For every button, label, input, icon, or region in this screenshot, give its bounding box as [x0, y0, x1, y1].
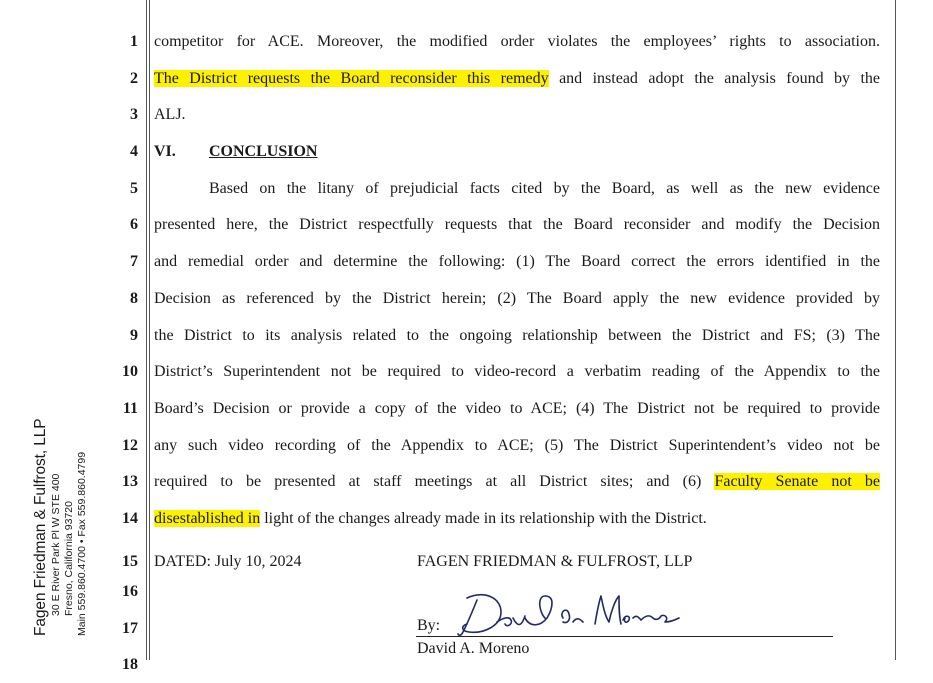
line-number: 6: [130, 216, 138, 233]
line-text: competitor for ACE. Moreover, the modified order violates the employees’ rights to association.: [154, 33, 880, 50]
line-text-rest: and instead adopt the analysis found by the: [548, 70, 881, 87]
line-text-start: required to be presented at staff meetings at all District sites; and (6): [154, 473, 715, 490]
line-number: 8: [130, 290, 138, 307]
line-number: 3: [130, 106, 138, 123]
firm-margin-name: Fagen Friedman & Fulfrost, LLP: [32, 418, 49, 636]
line-number: 2: [130, 70, 138, 87]
pleading-line-1: [0, 24, 933, 60]
line-text: Based on the litany of prejudicial facts cited by the Board, as well as the new evidence: [209, 180, 880, 197]
line-number: 12: [122, 437, 138, 454]
firm-margin-phone: Main 559.860.4700 • Fax 559.860.4799: [76, 451, 88, 636]
pleading-line-3: [0, 97, 933, 133]
line-text: any such video recording of the Appendix to ACE; (5) The District Superintendent’s video not be: [154, 437, 880, 454]
pleading-line-9: [0, 318, 933, 354]
pleading-line-14: [0, 501, 933, 537]
line-number: 9: [130, 327, 138, 344]
pleading-line-6: [0, 207, 933, 243]
line-text-rest: light of the changes already made in its relationship with the District.: [260, 510, 707, 527]
section-number: VI.: [154, 143, 176, 160]
pleading-line-10: [0, 354, 933, 390]
line-text: District’s Superintendent not be required to video-record a verbatim reading of the Appendix to the: [154, 363, 880, 380]
highlighted-text: Faculty Senate not be: [714, 473, 881, 490]
line-number: 18: [122, 656, 138, 673]
pleading-line-12: [0, 428, 933, 464]
section-title: CONCLUSION: [209, 143, 318, 160]
pleading-line-5: [0, 171, 933, 207]
line-number: 5: [130, 180, 138, 197]
highlighted-text: disestablished in: [154, 510, 261, 527]
line-number: 7: [130, 253, 138, 270]
line-number: 11: [122, 400, 138, 417]
line-text: [154, 473, 880, 491]
pleading-line-4: [0, 134, 933, 170]
line-number: 17: [122, 620, 138, 637]
line-number: 4: [130, 143, 138, 160]
pleading-line-11: [0, 391, 933, 427]
line-text: the District to its analysis related to the ongoing relationship between the District and FS; (3) The: [154, 327, 880, 344]
line-text: and remedial order and determine the following: (1) The Board correct the errors identified in the: [154, 253, 880, 270]
firm-margin-city: Fresno, California 93720: [63, 501, 75, 616]
line-number: 14: [122, 510, 138, 527]
line-number: 1: [130, 33, 138, 50]
pleading-line-7: [0, 244, 933, 280]
line-text: [154, 70, 880, 88]
line-text: ALJ.: [154, 106, 186, 123]
line-text: Decision as referenced by the District herein; (2) The Board apply the new evidence provided by: [154, 290, 880, 307]
line-text: presented here, the District respectfully requests that the Board reconsider and modify the Decision: [154, 216, 880, 233]
by-label: By:: [417, 617, 441, 634]
firm-margin-address: 30 E River Park Pl W STE 400: [50, 473, 62, 616]
pleading-line-2: [0, 61, 933, 97]
pleading-line-13: [0, 464, 933, 500]
line-number: 16: [122, 583, 138, 600]
line-text: [154, 510, 880, 528]
dated-text: DATED: July 10, 2024: [154, 553, 302, 570]
highlighted-text: The District requests the Board reconsider this remedy: [154, 70, 549, 87]
handwritten-signature: [455, 588, 685, 640]
signer-name: David A. Moreno: [417, 640, 530, 657]
line-number: 15: [122, 553, 138, 570]
firm-signature-name: FAGEN FRIEDMAN & FULFROST, LLP: [417, 553, 693, 570]
pleading-line-8: [0, 281, 933, 317]
line-number: 10: [122, 363, 138, 380]
line-number: 13: [122, 473, 138, 490]
section-heading: [154, 143, 880, 161]
line-text: Board’s Decision or provide a copy of the video to ACE; (4) The District not be required to provide: [154, 400, 880, 417]
